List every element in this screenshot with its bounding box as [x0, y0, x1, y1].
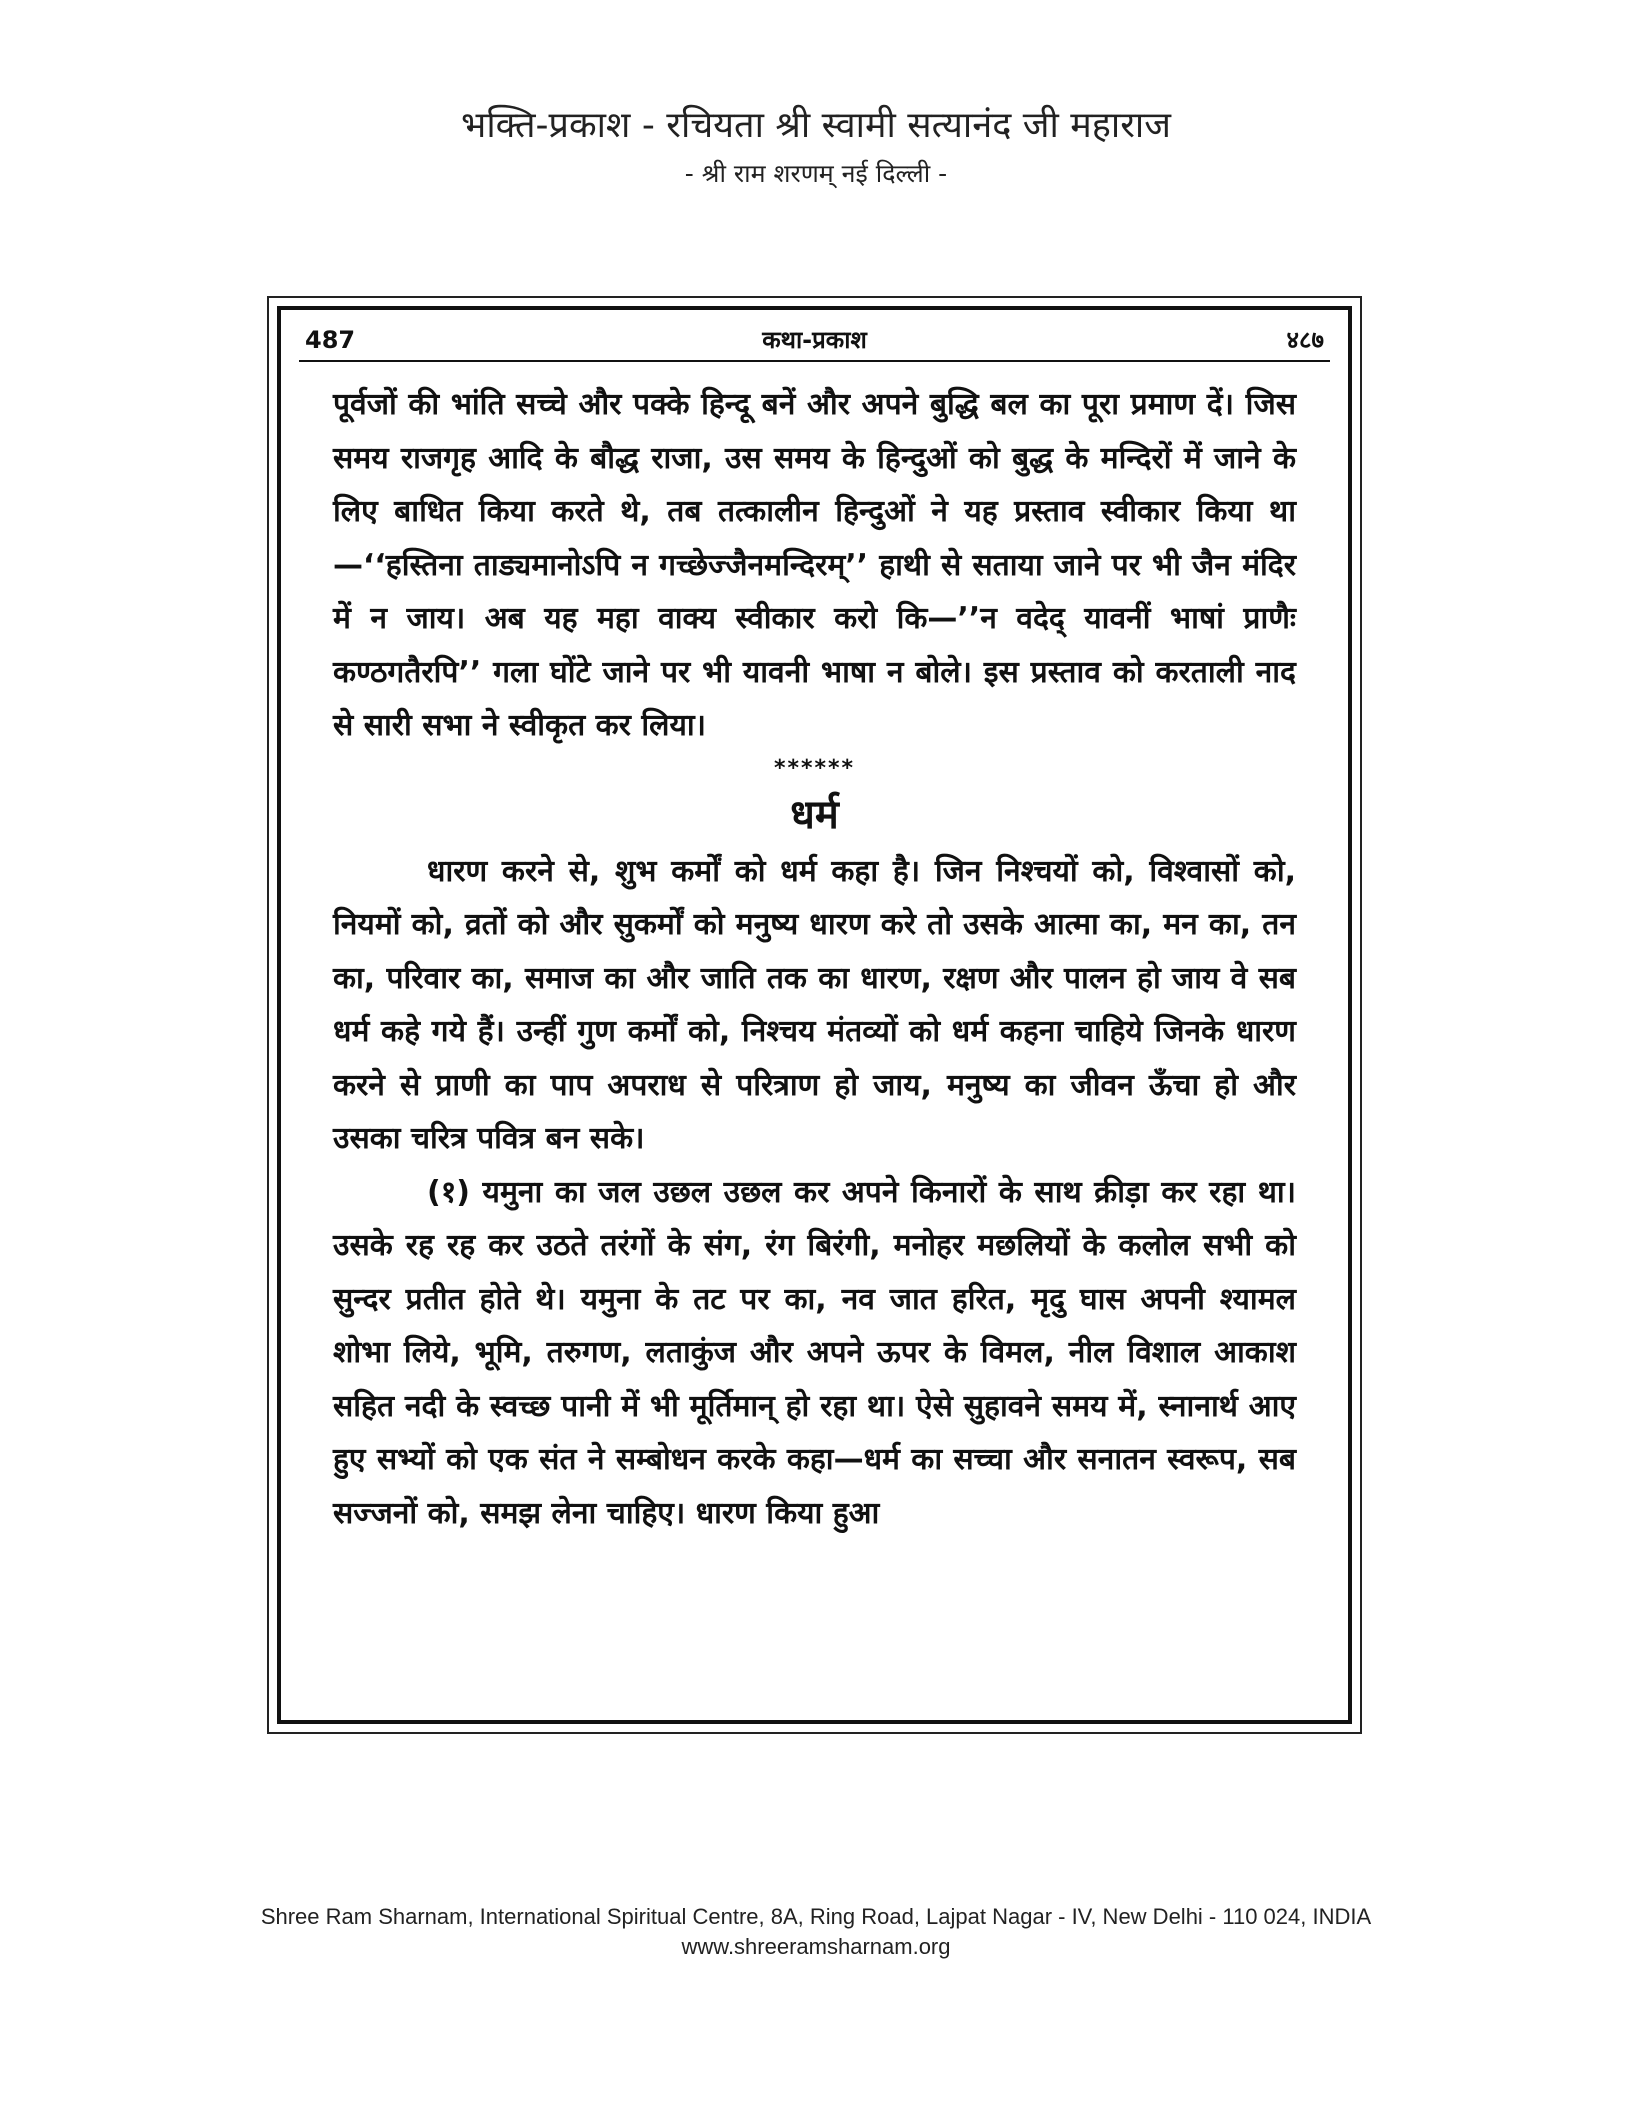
document-subtitle: - श्री राम शरणम् नई दिल्ली - [684, 159, 948, 188]
paragraph-3: (१) यमुना का जल उछल उछल कर अपने किनारों के साथ क्रीड़ा कर रहा था। उसके रह रह कर उठते तरंगों के संग, रंग बिरंगी, मनोहर मछलियों के कलोल सभी को सुन्दर प्रतीत होते थे। यमुना के तट पर का, नव जात हरित, मृदु घास अपनी श्यामल शोभा लिये, भूमि, तरुगण, लताकुंज और अपने ऊपर के विमल, नील विशाल आकाश सहित नदी के स्वच्छ पानी में भी मूर्तिमान् हो रहा था। ऐसे सुहावने समय में, स्नानार्थ आए हुए सभ्यों को एक संत ने सम्बोधन करके कहा—धर्म का सच्चा और सनातन स्वरूप, सब सज्जनों को, समझ लेना चाहिए। धारण किया हुआ [333, 1174, 1296, 1531]
page-frame [267, 296, 1362, 1734]
page-number-left: 487 [305, 326, 356, 354]
footer-website: www.shreeramsharnam.org [681, 1934, 951, 1959]
page-number-right: ४८७ [1286, 326, 1324, 354]
document-footer [0, 1902, 1632, 1962]
paragraph-2: धारण करने से, शुभ कर्मों को धर्म कहा है। जिन निश्चयों को, विश्वासों को, नियमों को, व्रतों को और सुकर्मों को मनुष्य धारण करे तो उसके आत्मा का, मन का, तन का, परिवार का, समाज का और जाति तक का धारण, रक्षण और पालन हो जाय वे सब धर्म कहे गये हैं। उन्हीं गुण कर्मों को, निश्चय मंतव्यों को धर्म कहना चाहिये जिनके धारण करने से प्राणी का पाप अपराध से परित्राण हो जाय, मनुष्य का जीवन ऊँचा हो और उसका चरित्र पवित्र बन सके। [333, 853, 1296, 1156]
paragraph-1: पूर्वजों की भांति सच्चे और पक्के हिन्दू बनें और अपने बुद्धि बल का पूरा प्रमाण दें। जिस समय राजगृह आदि के बौद्ध राजा, उस समय के हिन्दुओं को बुद्ध के मन्दिरों में जाने के लिए बाधित किया करते थे, तब तत्कालीन हिन्दुओं ने यह प्रस्ताव स्वीकार किया था—‘‘हस्तिना ताड्यमानोऽपि न गच्छेज्जैनमन्दिरम्’’ हाथी से सताया जाने पर भी जैन मंदिर में न जाय। अब यह महा वाक्य स्वीकार करो कि—’’न वदेद् यावनीं भाषां प्राणैः कण्ठगतैरपि’’ गला घोंटे जाने पर भी यावनी भाषा न बोले। इस प्रस्ताव को करताली नाद से सारी सभा ने स्वीकृत कर लिया। [333, 387, 1296, 743]
page-content [333, 378, 1296, 1540]
footer-address: Shree Ram Sharnam, International Spiritual Centre, 8A, Ring Road, Lajpat Nagar - IV, New Delhi - 110 024, INDIA [260, 1904, 1372, 1929]
page-frame-inner [277, 306, 1352, 1724]
page-header [299, 322, 1330, 362]
document-title: भक्ति-प्रकाश - रचियता श्री स्वामी सत्यानंद जी महाराज [461, 105, 1171, 146]
section-heading: धर्म [790, 791, 839, 838]
section-separator: ****** [773, 755, 856, 781]
section-title: कथा-प्रकाश [762, 326, 867, 354]
document-header [0, 100, 1632, 194]
